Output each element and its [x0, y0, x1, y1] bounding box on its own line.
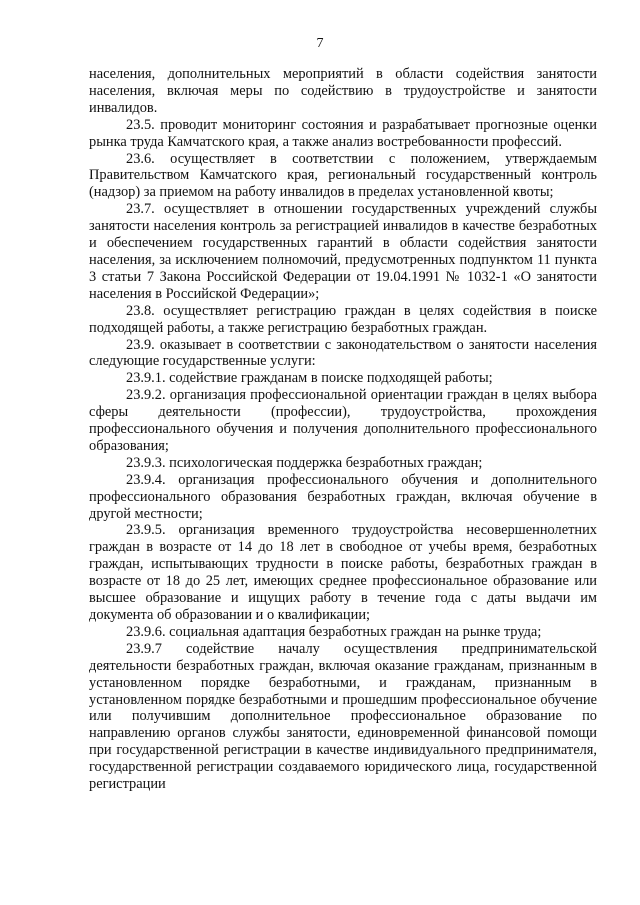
paragraph: 23.9.1. содействие гражданам в поиске подходящей работы; — [126, 370, 493, 387]
paragraph: 23.5. проводит мониторинг состояния и разрабатывает прогнозные оценки рынка труда Камчатского края, а также анализ востребованности профессий. — [89, 116, 597, 150]
paragraph: 23.9.2. организация профессиональной ориентации граждан в целях выбора сферы деятельности (профессии), трудоустройства, прохождения профессионального обучения и получения дополнительного профессионального образования; — [89, 387, 597, 454]
paragraph: 23.6. осуществляет в соответствии с положением, утверждаемым Правительством Камчатского края, региональный государственный контроль (надзор) за приемом на работу инвалидов в пределах установленной квоты; — [89, 150, 597, 201]
paragraph: 23.9.6. социальная адаптация безработных граждан на рынке труда; — [126, 623, 542, 640]
paragraph: населения, дополнительных мероприятий в области содействия занятости населения, включая меры по содействию в трудоустройстве и занятости инвалидов. — [89, 66, 597, 116]
paragraph: 23.7. осуществляет в отношении государственных учреждений службы занятости населения контроль за регистрацией инвалидов в качестве безработных и обеспечением государственных гарантий в области содействия занятости населения, за исключением полномочий, предусмотренных подпунктом 11 пункта 3 статьи 7 Закона Российской Федерации от 19.04.1991 № 1032-1 «О занятости населения в Российской Федерации»; — [89, 201, 597, 302]
paragraph: 23.8. осуществляет регистрацию граждан в целях содействия в поиске подходящей работы, а также регистрацию безработных граждан. — [89, 302, 597, 336]
paragraph: 23.9.5. организация временного трудоустройства несовершеннолетних граждан в возрасте от 14 до 18 лет в свободное от учебы время, безработных граждан, испытывающих трудности в поиске работы, безработных граждан в возрасте от 18 до 25 лет, имеющих среднее профессиональное образование или высшее образование и ищущих работу в течение года с даты выдачи им документа об образовании и о квалификации; — [89, 522, 597, 623]
paragraph: 23.9.7 содействие началу осуществления предпринимательской деятельности безработных граждан, включая оказание гражданам, признанным в установленном порядке безработными, и гражданам, признанным в установленном порядке безработными и прошедшим профессиональное обучение или получившим дополнительное профессиональное образование по направлению органов службы занятости, единовременной финансовой помощи при государственной регистрации в качестве индивидуального предпринимателя, государственной регистрации создаваемого юридического лица, государственной регистрации — [89, 640, 597, 793]
page-number: 7 — [316, 36, 324, 51]
paragraph: 23.9.3. психологическая поддержка безработных граждан; — [126, 454, 483, 471]
document-body — [89, 66, 597, 793]
paragraph: 23.9.4. организация профессионального обучения и дополнительного профессионального образования безработных граждан, включая обучение в другой местности; — [89, 471, 597, 522]
paragraph: 23.9. оказывает в соответствии с законодательством о занятости населения следующие государственные услуги: — [89, 336, 597, 370]
